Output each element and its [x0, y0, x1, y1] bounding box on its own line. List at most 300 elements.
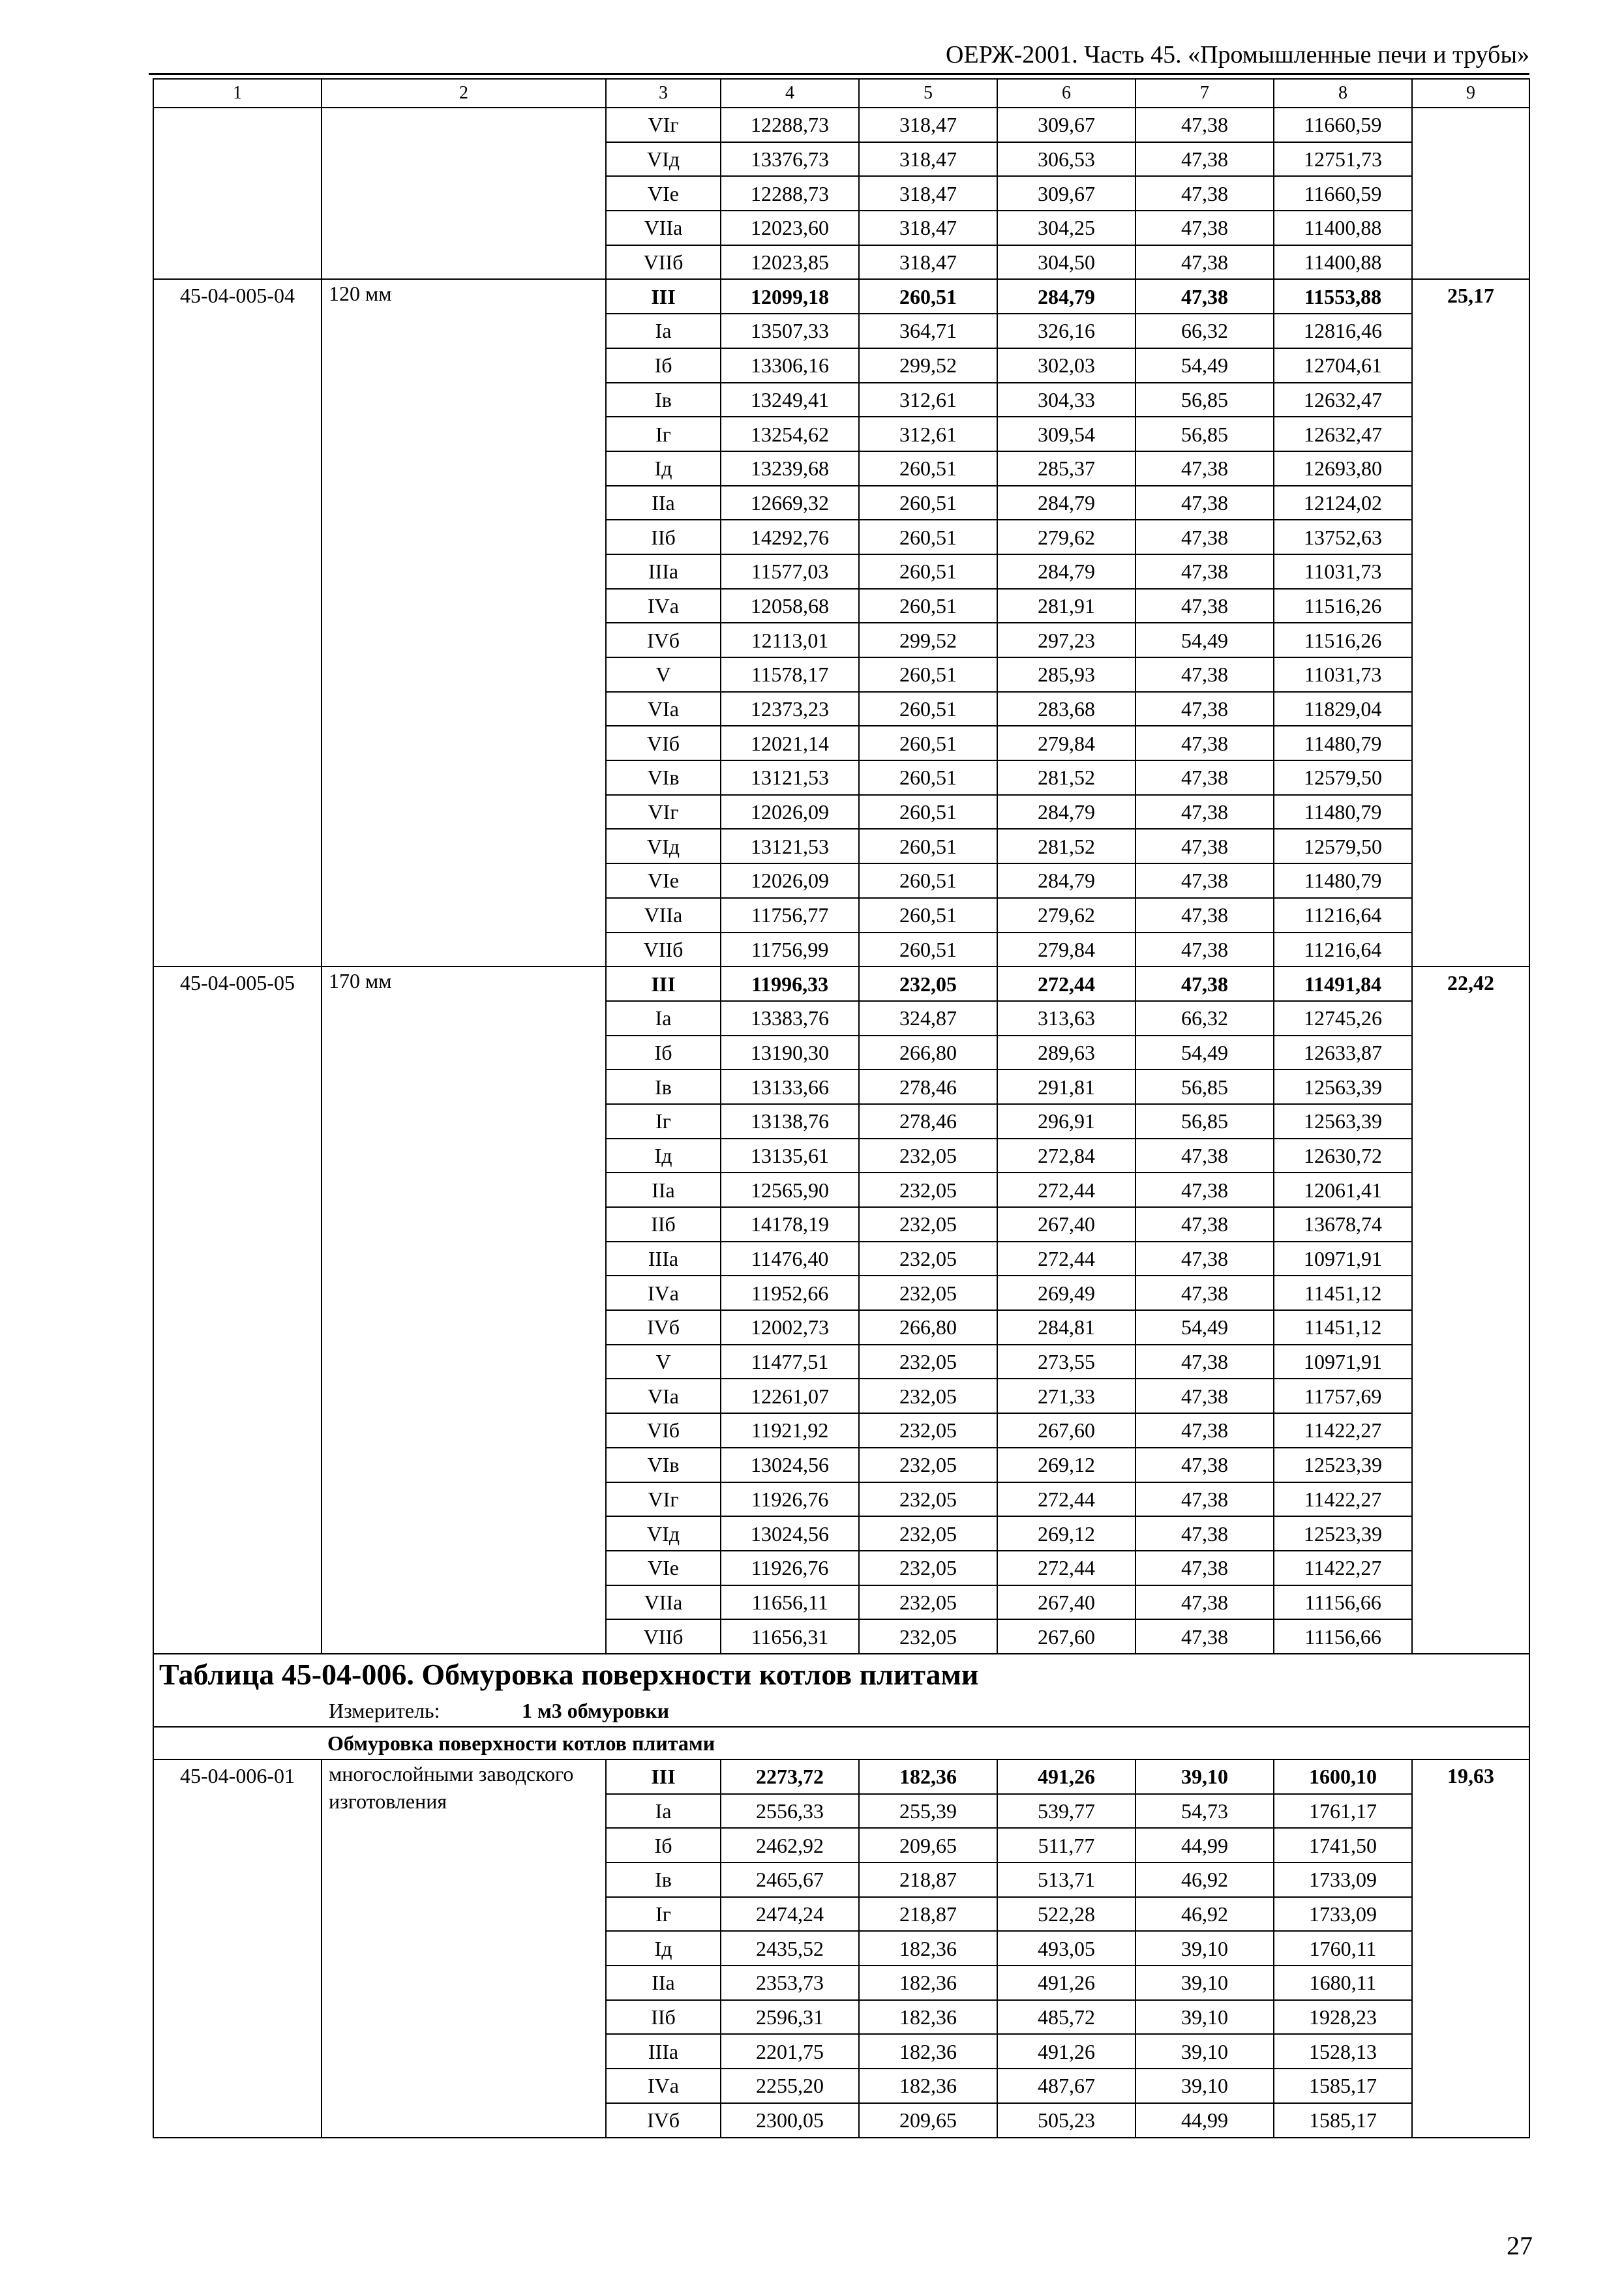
materials-cell: 11031,73 [1274, 554, 1412, 589]
wages-cell: 318,47 [859, 108, 997, 142]
wages-cell: 232,05 [859, 1276, 997, 1310]
zone-cell: IIа [606, 486, 721, 520]
materials-cell: 12579,50 [1274, 760, 1412, 795]
zone-cell: VIд [606, 829, 721, 863]
zone-cell: Iв [606, 1863, 721, 1897]
materials-cell: 11400,88 [1274, 211, 1412, 245]
drivers-wages-cell: 47,38 [1135, 1585, 1274, 1620]
zone-cell: III [606, 279, 721, 314]
table-row [153, 108, 1529, 142]
machines-cell: 491,26 [997, 2034, 1135, 2069]
measure-row [153, 1695, 1529, 1727]
drivers-wages-cell: 47,38 [1135, 1173, 1274, 1207]
zone-cell: VIб [606, 1413, 721, 1448]
zone-cell: VIIб [606, 933, 721, 967]
cost-cell: 12023,85 [721, 245, 859, 280]
drivers-wages-cell: 47,38 [1135, 1242, 1274, 1276]
machines-cell: 272,44 [997, 966, 1135, 1001]
machines-cell: 284,79 [997, 554, 1135, 589]
drivers-wages-cell: 44,99 [1135, 1828, 1274, 1863]
cost-cell: 13383,76 [721, 1001, 859, 1036]
drivers-wages-cell: 47,38 [1135, 692, 1274, 726]
cost-cell: 13121,53 [721, 760, 859, 795]
wages-cell: 232,05 [859, 1207, 997, 1242]
materials-cell: 1761,17 [1274, 1794, 1412, 1829]
drivers-wages-cell: 56,85 [1135, 383, 1274, 417]
machines-cell: 267,60 [997, 1413, 1135, 1448]
wages-cell: 318,47 [859, 245, 997, 280]
drivers-wages-cell: 56,85 [1135, 1104, 1274, 1139]
machines-cell: 304,25 [997, 211, 1135, 245]
cost-cell: 12002,73 [721, 1310, 859, 1345]
drivers-wages-cell: 54,49 [1135, 623, 1274, 657]
wages-cell: 266,80 [859, 1036, 997, 1070]
machines-cell: 313,63 [997, 1001, 1135, 1036]
column-number: 6 [997, 79, 1135, 108]
column-number: 8 [1274, 79, 1412, 108]
zone-cell: Iг [606, 1897, 721, 1932]
drivers-wages-cell: 47,38 [1135, 142, 1274, 177]
cost-cell: 13135,61 [721, 1139, 859, 1173]
wages-cell: 232,05 [859, 1585, 997, 1620]
cost-cell: 2353,73 [721, 1966, 859, 2000]
zone-cell: IVа [606, 2069, 721, 2103]
drivers-wages-cell: 47,38 [1135, 1516, 1274, 1551]
measure-label: Измеритель: [329, 1698, 440, 1722]
wages-cell: 260,51 [859, 589, 997, 623]
drivers-wages-cell: 46,92 [1135, 1897, 1274, 1932]
wages-cell: 232,05 [859, 1448, 997, 1482]
cost-cell: 11477,51 [721, 1345, 859, 1379]
machines-cell: 302,03 [997, 348, 1135, 383]
wages-cell: 232,05 [859, 1139, 997, 1173]
materials-cell: 11516,26 [1274, 589, 1412, 623]
machines-cell: 267,40 [997, 1585, 1135, 1620]
drivers-wages-cell: 47,38 [1135, 520, 1274, 554]
wages-cell: 260,51 [859, 279, 997, 314]
wages-cell: 218,87 [859, 1863, 997, 1897]
materials-cell: 1928,23 [1274, 2000, 1412, 2035]
wages-cell: 278,46 [859, 1070, 997, 1104]
cost-cell: 2255,20 [721, 2069, 859, 2103]
cost-cell: 12261,07 [721, 1379, 859, 1413]
materials-cell: 1741,50 [1274, 1828, 1412, 1863]
zone-cell: VIIа [606, 1585, 721, 1620]
machines-cell: 281,52 [997, 829, 1135, 863]
wages-cell: 260,51 [859, 692, 997, 726]
cost-cell: 12058,68 [721, 589, 859, 623]
machines-cell: 491,26 [997, 1966, 1135, 2000]
drivers-wages-cell: 47,38 [1135, 554, 1274, 589]
drivers-wages-cell: 47,38 [1135, 1207, 1274, 1242]
materials-cell: 11422,27 [1274, 1482, 1412, 1517]
cost-cell: 2462,92 [721, 1828, 859, 1863]
item-name: многослойными заводского изготовления [322, 1759, 606, 2138]
materials-cell: 10971,91 [1274, 1242, 1412, 1276]
cost-cell: 11578,17 [721, 657, 859, 692]
machines-cell: 267,60 [997, 1619, 1135, 1654]
drivers-wages-cell: 47,38 [1135, 829, 1274, 863]
zone-cell: IIIа [606, 554, 721, 589]
materials-cell: 1760,11 [1274, 1931, 1412, 1966]
machines-cell: 272,44 [997, 1482, 1135, 1517]
section-row [153, 1727, 1529, 1759]
machines-cell: 493,05 [997, 1931, 1135, 1966]
labor-cell: 19,63 [1412, 1759, 1529, 2138]
materials-cell: 12061,41 [1274, 1173, 1412, 1207]
zone-cell: Iд [606, 1931, 721, 1966]
machines-cell: 272,84 [997, 1139, 1135, 1173]
wages-cell: 182,36 [859, 2069, 997, 2103]
cost-cell: 12669,32 [721, 486, 859, 520]
cost-cell: 2273,72 [721, 1759, 859, 1794]
materials-cell: 12563,39 [1274, 1104, 1412, 1139]
wages-cell: 232,05 [859, 966, 997, 1001]
zone-cell: VIв [606, 760, 721, 795]
wages-cell: 299,52 [859, 623, 997, 657]
cost-cell: 12021,14 [721, 726, 859, 760]
machines-cell: 273,55 [997, 1345, 1135, 1379]
item-name [322, 108, 606, 279]
wages-cell: 232,05 [859, 1173, 997, 1207]
wages-cell: 260,51 [859, 863, 997, 898]
zone-cell: IIа [606, 1173, 721, 1207]
materials-cell: 11216,64 [1274, 933, 1412, 967]
zone-cell: VIв [606, 1448, 721, 1482]
materials-cell: 11829,04 [1274, 692, 1412, 726]
item-code: 45-04-005-05 [153, 966, 322, 1654]
zone-cell: Iб [606, 348, 721, 383]
machines-cell: 279,84 [997, 933, 1135, 967]
machines-cell: 267,40 [997, 1207, 1135, 1242]
machines-cell: 279,62 [997, 898, 1135, 933]
materials-cell: 12751,73 [1274, 142, 1412, 177]
machines-cell: 522,28 [997, 1897, 1135, 1932]
zone-cell: III [606, 966, 721, 1001]
machines-cell: 511,77 [997, 1828, 1135, 1863]
drivers-wages-cell: 47,38 [1135, 898, 1274, 933]
drivers-wages-cell: 39,10 [1135, 1931, 1274, 1966]
wages-cell: 182,36 [859, 1931, 997, 1966]
machines-cell: 269,49 [997, 1276, 1135, 1310]
zone-cell: VIг [606, 108, 721, 142]
machines-cell: 326,16 [997, 314, 1135, 348]
wages-cell: 299,52 [859, 348, 997, 383]
materials-cell: 11422,27 [1274, 1551, 1412, 1585]
zone-cell: VIб [606, 726, 721, 760]
column-number: 7 [1135, 79, 1274, 108]
cost-cell: 12113,01 [721, 623, 859, 657]
labor-cell [1412, 108, 1529, 279]
drivers-wages-cell: 39,10 [1135, 2034, 1274, 2069]
machines-cell: 304,33 [997, 383, 1135, 417]
drivers-wages-cell: 39,10 [1135, 2069, 1274, 2103]
machines-cell: 487,67 [997, 2069, 1135, 2103]
materials-cell: 13678,74 [1274, 1207, 1412, 1242]
machines-cell: 513,71 [997, 1863, 1135, 1897]
machines-cell: 272,44 [997, 1551, 1135, 1585]
wages-cell: 182,36 [859, 2034, 997, 2069]
zone-cell: Iд [606, 451, 721, 486]
zone-cell: Iб [606, 1828, 721, 1863]
materials-cell: 11660,59 [1274, 176, 1412, 211]
item-code [153, 108, 322, 279]
machines-cell: 289,63 [997, 1036, 1135, 1070]
materials-cell: 11451,12 [1274, 1310, 1412, 1345]
machines-cell: 297,23 [997, 623, 1135, 657]
cost-cell: 12288,73 [721, 108, 859, 142]
drivers-wages-cell: 47,38 [1135, 279, 1274, 314]
drivers-wages-cell: 47,38 [1135, 863, 1274, 898]
wages-cell: 318,47 [859, 176, 997, 211]
materials-cell: 11757,69 [1274, 1379, 1412, 1413]
materials-cell: 10971,91 [1274, 1345, 1412, 1379]
item-name: 170 мм [322, 966, 606, 1654]
wages-cell: 312,61 [859, 383, 997, 417]
price-table [153, 78, 1530, 2138]
cost-cell: 13376,73 [721, 142, 859, 177]
zone-cell: III [606, 1759, 721, 1794]
drivers-wages-cell: 54,49 [1135, 1036, 1274, 1070]
wages-cell: 260,51 [859, 898, 997, 933]
cost-cell: 2474,24 [721, 1897, 859, 1932]
zone-cell: VIг [606, 795, 721, 830]
materials-cell: 12632,47 [1274, 417, 1412, 451]
drivers-wages-cell: 47,38 [1135, 1379, 1274, 1413]
materials-cell: 13752,63 [1274, 520, 1412, 554]
cost-cell: 12565,90 [721, 1173, 859, 1207]
materials-cell: 12693,80 [1274, 451, 1412, 486]
wages-cell: 364,71 [859, 314, 997, 348]
wages-cell: 260,51 [859, 554, 997, 589]
materials-cell: 11400,88 [1274, 245, 1412, 280]
materials-cell: 11660,59 [1274, 108, 1412, 142]
drivers-wages-cell: 47,38 [1135, 760, 1274, 795]
table-title: Таблица 45-04-006. Обмуровка поверхности котлов плитами [153, 1654, 1529, 1695]
table-title-row [153, 1654, 1529, 1695]
zone-cell: Iв [606, 383, 721, 417]
zone-cell: Iа [606, 314, 721, 348]
drivers-wages-cell: 47,38 [1135, 211, 1274, 245]
materials-cell: 12523,39 [1274, 1448, 1412, 1482]
drivers-wages-cell: 47,38 [1135, 1276, 1274, 1310]
cost-cell: 12288,73 [721, 176, 859, 211]
cost-cell: 13507,33 [721, 314, 859, 348]
labor-cell: 25,17 [1412, 279, 1529, 966]
wages-cell: 278,46 [859, 1104, 997, 1139]
zone-cell: VIд [606, 142, 721, 177]
drivers-wages-cell: 66,32 [1135, 1001, 1274, 1036]
item-name: 120 мм [322, 279, 606, 966]
wages-cell: 260,51 [859, 760, 997, 795]
zone-cell: Iг [606, 1104, 721, 1139]
cost-cell: 12026,09 [721, 795, 859, 830]
zone-cell: Iа [606, 1001, 721, 1036]
materials-cell: 11553,88 [1274, 279, 1412, 314]
wages-cell: 260,51 [859, 657, 997, 692]
wages-cell: 232,05 [859, 1413, 997, 1448]
wages-cell: 260,51 [859, 451, 997, 486]
drivers-wages-cell: 47,38 [1135, 108, 1274, 142]
cost-cell: 2596,31 [721, 2000, 859, 2035]
cost-cell: 2201,75 [721, 2034, 859, 2069]
machines-cell: 269,12 [997, 1516, 1135, 1551]
zone-cell: Iд [606, 1139, 721, 1173]
machines-cell: 304,50 [997, 245, 1135, 280]
cost-cell: 11656,31 [721, 1619, 859, 1654]
section-title: Обмуровка поверхности котлов плитами [153, 1727, 1529, 1759]
materials-cell: 11491,84 [1274, 966, 1412, 1001]
zone-cell: VIд [606, 1516, 721, 1551]
wages-cell: 232,05 [859, 1551, 997, 1585]
machines-cell: 284,79 [997, 486, 1135, 520]
drivers-wages-cell: 47,38 [1135, 245, 1274, 280]
cost-cell: 12026,09 [721, 863, 859, 898]
cost-cell: 12023,60 [721, 211, 859, 245]
table-body [153, 79, 1529, 2138]
drivers-wages-cell: 47,38 [1135, 589, 1274, 623]
materials-cell: 1585,17 [1274, 2103, 1412, 2138]
machines-cell: 309,67 [997, 108, 1135, 142]
drivers-wages-cell: 39,10 [1135, 2000, 1274, 2035]
cost-cell: 14178,19 [721, 1207, 859, 1242]
item-code: 45-04-005-04 [153, 279, 322, 966]
cost-cell: 11476,40 [721, 1242, 859, 1276]
cost-cell: 14292,76 [721, 520, 859, 554]
zone-cell: V [606, 1345, 721, 1379]
wages-cell: 232,05 [859, 1345, 997, 1379]
materials-cell: 12816,46 [1274, 314, 1412, 348]
materials-cell: 12563,39 [1274, 1070, 1412, 1104]
cost-cell: 11921,92 [721, 1413, 859, 1448]
wages-cell: 260,51 [859, 520, 997, 554]
materials-cell: 12124,02 [1274, 486, 1412, 520]
zone-cell: Iб [606, 1036, 721, 1070]
drivers-wages-cell: 54,49 [1135, 348, 1274, 383]
materials-cell: 1680,11 [1274, 1966, 1412, 2000]
machines-cell: 505,23 [997, 2103, 1135, 2138]
machines-cell: 284,79 [997, 279, 1135, 314]
zone-cell: IVб [606, 2103, 721, 2138]
zone-cell: IIб [606, 520, 721, 554]
zone-cell: IIб [606, 1207, 721, 1242]
cost-cell: 11756,99 [721, 933, 859, 967]
wages-cell: 232,05 [859, 1619, 997, 1654]
drivers-wages-cell: 47,38 [1135, 657, 1274, 692]
wages-cell: 182,36 [859, 2000, 997, 2035]
drivers-wages-cell: 47,38 [1135, 795, 1274, 830]
machines-cell: 272,44 [997, 1242, 1135, 1276]
column-number: 1 [153, 79, 322, 108]
zone-cell: IIа [606, 1966, 721, 2000]
materials-cell: 11480,79 [1274, 795, 1412, 830]
zone-cell: VIIа [606, 898, 721, 933]
column-number: 5 [859, 79, 997, 108]
materials-cell: 12579,50 [1274, 829, 1412, 863]
materials-cell: 11156,66 [1274, 1585, 1412, 1620]
wages-cell: 255,39 [859, 1794, 997, 1829]
materials-cell: 1528,13 [1274, 2034, 1412, 2069]
machines-cell: 291,81 [997, 1070, 1135, 1104]
machines-cell: 309,54 [997, 417, 1135, 451]
zone-cell: VIIа [606, 211, 721, 245]
drivers-wages-cell: 39,10 [1135, 1966, 1274, 2000]
machines-cell: 485,72 [997, 2000, 1135, 2035]
zone-cell: IVа [606, 589, 721, 623]
cost-cell: 11577,03 [721, 554, 859, 589]
cost-cell: 11926,76 [721, 1482, 859, 1517]
machines-cell: 284,79 [997, 863, 1135, 898]
zone-cell: IIIа [606, 1242, 721, 1276]
machines-cell: 309,67 [997, 176, 1135, 211]
table-row [153, 1759, 1529, 1794]
wages-cell: 232,05 [859, 1242, 997, 1276]
column-number: 4 [721, 79, 859, 108]
machines-cell: 539,77 [997, 1794, 1135, 1829]
cost-cell: 11952,66 [721, 1276, 859, 1310]
materials-cell: 12632,47 [1274, 383, 1412, 417]
wages-cell: 260,51 [859, 486, 997, 520]
materials-cell: 11031,73 [1274, 657, 1412, 692]
drivers-wages-cell: 47,38 [1135, 176, 1274, 211]
materials-cell: 1733,09 [1274, 1863, 1412, 1897]
materials-cell: 12704,61 [1274, 348, 1412, 383]
column-number: 3 [606, 79, 721, 108]
materials-cell: 1600,10 [1274, 1759, 1412, 1794]
materials-cell: 11451,12 [1274, 1276, 1412, 1310]
drivers-wages-cell: 44,99 [1135, 2103, 1274, 2138]
wages-cell: 260,51 [859, 829, 997, 863]
drivers-wages-cell: 47,38 [1135, 1619, 1274, 1654]
zone-cell: VIIб [606, 1619, 721, 1654]
machines-cell: 281,91 [997, 589, 1135, 623]
zone-cell: Iв [606, 1070, 721, 1104]
materials-cell: 12633,87 [1274, 1036, 1412, 1070]
labor-cell: 22,42 [1412, 966, 1529, 1654]
wages-cell: 182,36 [859, 1966, 997, 2000]
materials-cell: 12745,26 [1274, 1001, 1412, 1036]
zone-cell: VIе [606, 1551, 721, 1585]
wages-cell: 318,47 [859, 142, 997, 177]
cost-cell: 2556,33 [721, 1794, 859, 1829]
drivers-wages-cell: 56,85 [1135, 417, 1274, 451]
drivers-wages-cell: 39,10 [1135, 1759, 1274, 1794]
machines-cell: 272,44 [997, 1173, 1135, 1207]
page-number: 27 [1507, 2231, 1533, 2260]
zone-cell: VIе [606, 863, 721, 898]
drivers-wages-cell: 46,92 [1135, 1863, 1274, 1897]
zone-cell: IVа [606, 1276, 721, 1310]
drivers-wages-cell: 47,38 [1135, 966, 1274, 1001]
cost-cell: 13239,68 [721, 451, 859, 486]
table-row [153, 279, 1529, 314]
materials-cell: 11422,27 [1274, 1413, 1412, 1448]
header-rule [149, 73, 1529, 75]
machines-cell: 271,33 [997, 1379, 1135, 1413]
wages-cell: 232,05 [859, 1482, 997, 1517]
table-row [153, 966, 1529, 1001]
cost-cell: 13254,62 [721, 417, 859, 451]
machines-cell: 306,53 [997, 142, 1135, 177]
zone-cell: VIе [606, 176, 721, 211]
drivers-wages-cell: 56,85 [1135, 1070, 1274, 1104]
materials-cell: 11156,66 [1274, 1619, 1412, 1654]
materials-cell: 12630,72 [1274, 1139, 1412, 1173]
cost-cell: 13024,56 [721, 1448, 859, 1482]
cost-cell: 2435,52 [721, 1931, 859, 1966]
wages-cell: 218,87 [859, 1897, 997, 1932]
cost-cell: 11926,76 [721, 1551, 859, 1585]
